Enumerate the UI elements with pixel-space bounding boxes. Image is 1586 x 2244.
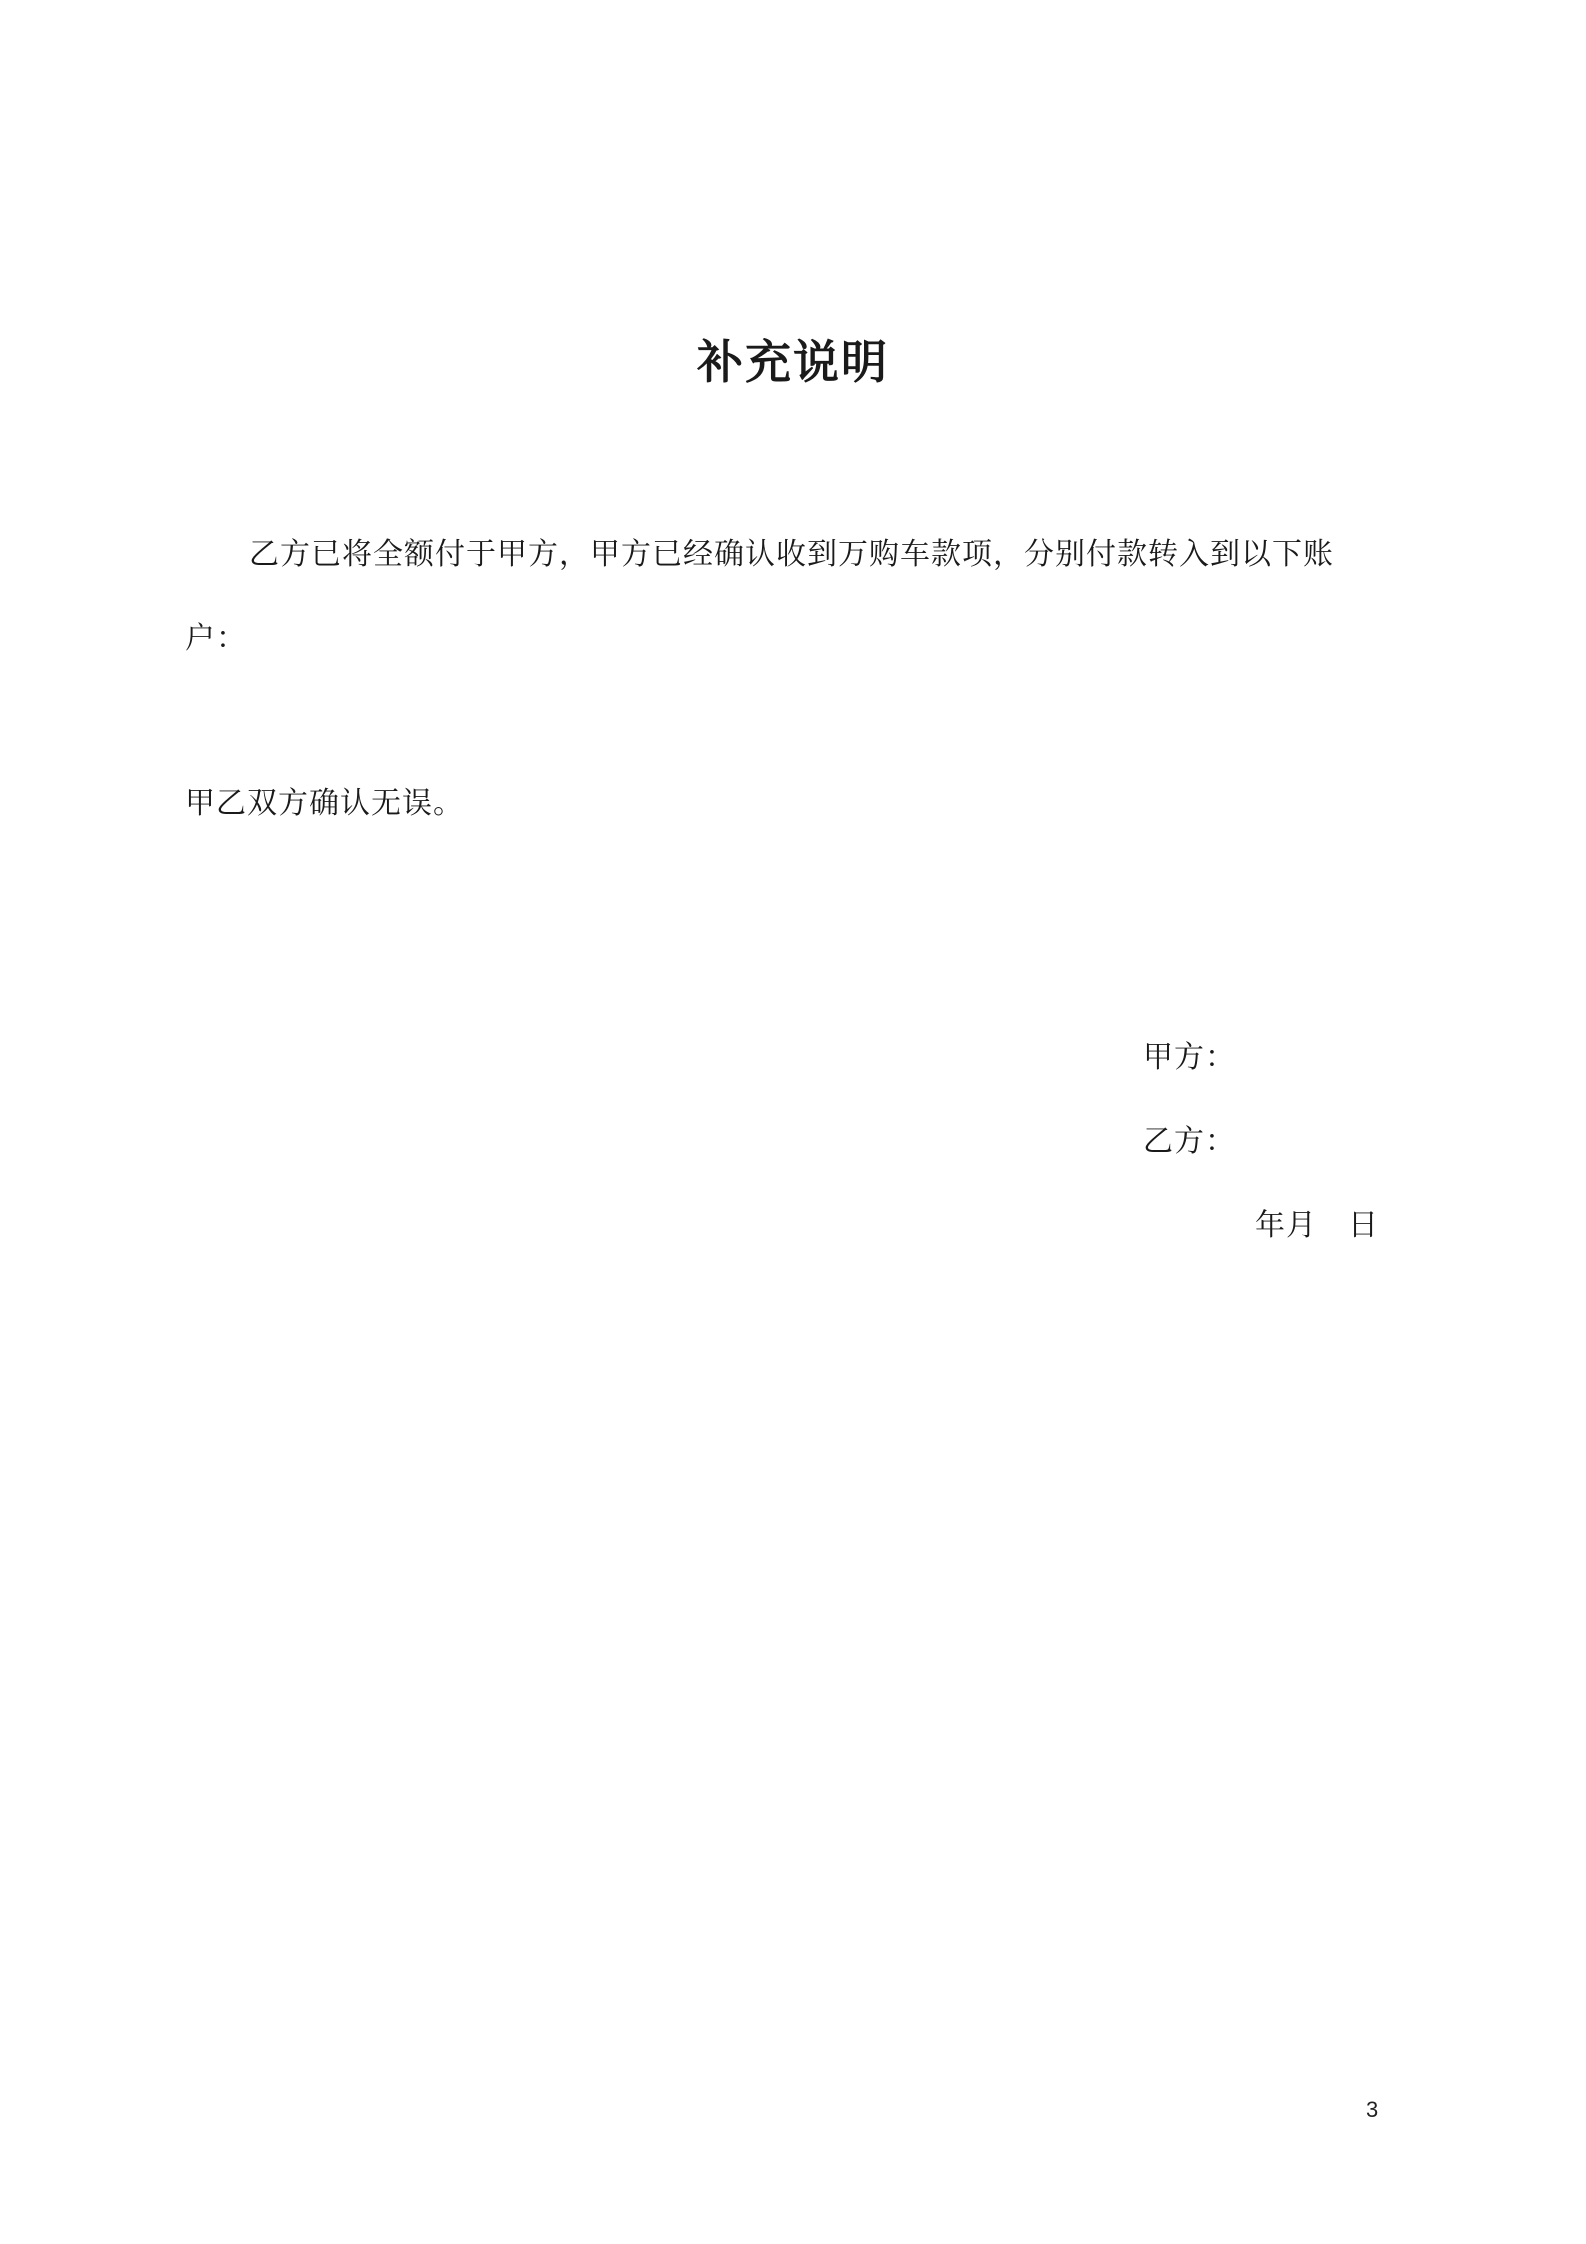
date-line: 年月 日 bbox=[1255, 1208, 1379, 1243]
document-title: 补充说明 bbox=[697, 335, 889, 389]
party-b-signature-label: 乙方： bbox=[1143, 1124, 1236, 1159]
party-a-signature-label: 甲方： bbox=[1143, 1040, 1236, 1075]
page-number: 3 bbox=[1366, 2097, 1379, 2122]
confirmation-text: 甲乙双方确认无误。 bbox=[185, 786, 464, 821]
payment-paragraph: 乙方已将全额付于甲方，甲方已经确认收到万购车款项，分别付款转入到以下账户： bbox=[185, 537, 1334, 656]
